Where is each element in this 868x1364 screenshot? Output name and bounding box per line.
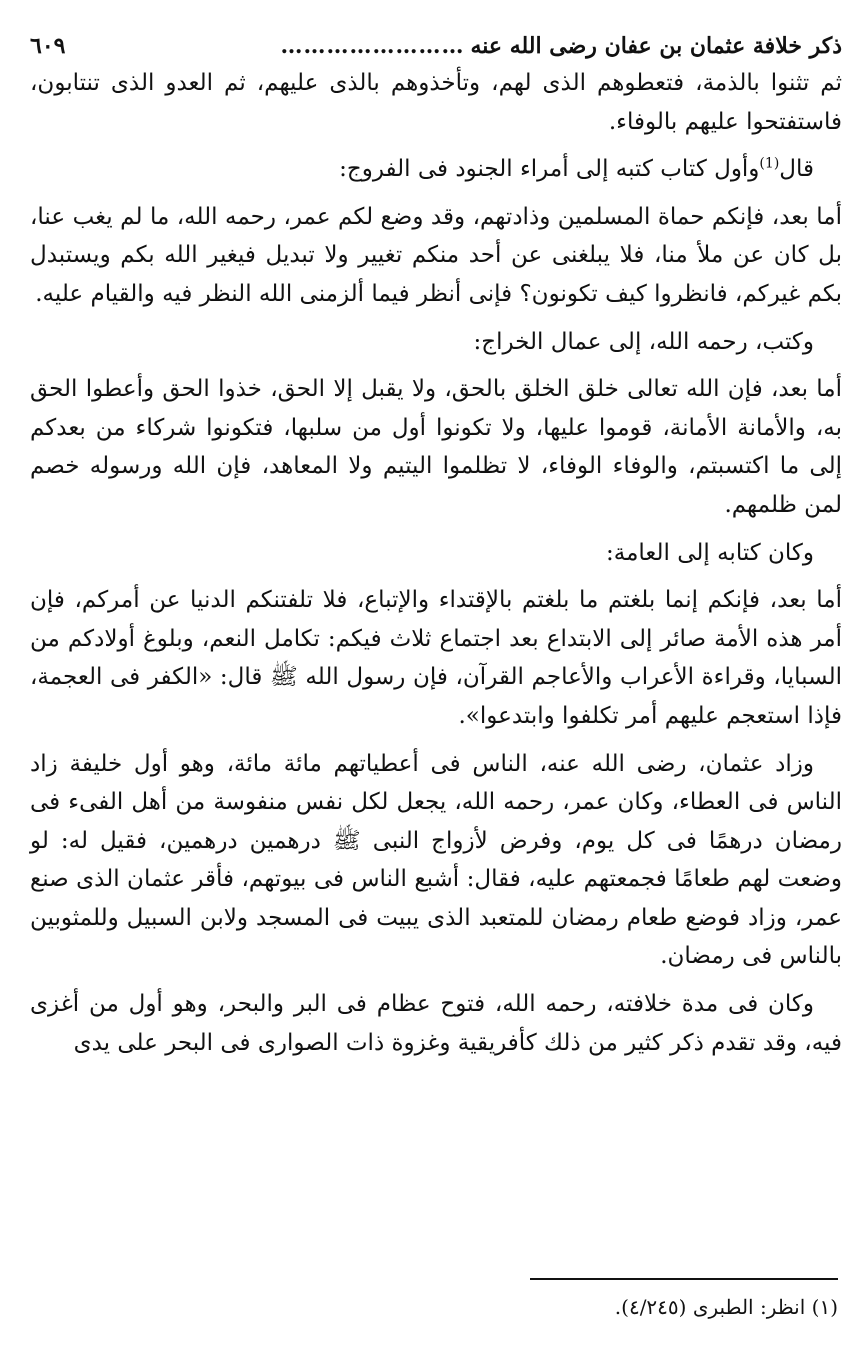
paragraph-1: ثم تثنوا بالذمة، فتعطوهم الذى لهم، وتأخذوهم بالذى عليهم، ثم العدو الذى تنتابون، فاستفتحوا عليهم بالوفاء. [30,70,842,135]
footnote: (١) انظر: الطبرى (٤/٢٤٥). [614,1295,838,1319]
paragraph-3: أما بعد، فإنكم حماة المسلمين وذادتهم، وقد وضع لكم عمر، رحمه الله، ما لم يغب عنا، بل كان عن ملأ منا، فلا يبلغنى عن أحد منكم تغيير ولا تبديل فيغير الله بكم ويستبدل بكم غيركم، فانظروا كيف تكونون؟ فإنى أنظر فيما ألزمنى الله النظر فيه والقيام عليه. [30,203,842,307]
book-page [30,30,842,1071]
paragraph-5: أما بعد، فإن الله تعالى خلق الخلق بالحق، ولا يقبل إلا الحق، خذوا الحق وأعطوا الحق به، والأمانة الأمانة، قوموا عليها، ولا تكونوا أول من سلبها، فتكونوا شركاء من بعدكم إلى ما اكتسبتم، والوفاء الوفاء، لا تظلموا اليتيم ولا المعاهد، فإن الله ورسوله خصم لمن ظلمهم. [30,376,842,518]
paragraph-6: وكان كتابه إلى العامة: [606,539,814,566]
page-number: ٦٠٩ [30,33,66,59]
running-header [30,30,842,64]
paragraph-4: وكتب، رحمه الله، إلى عمال الخراج: [473,328,814,355]
paragraph-2 [30,150,842,189]
paragraph-9: وكان فى مدة خلافته، رحمه الله، فتوح عظام فى البر والبحر، وهو أول من أغزى فيه، وقد تقدم ذكر كثير من ذلك كأفريقية وغزوة ذات الصوارى فى البحر على يدى [30,991,842,1056]
paragraph-2-text: وأول كتاب كتبه إلى أمراء الجنود فى الفروج: [339,156,760,183]
footnote-reference: (1) [759,155,780,172]
body-text [30,64,842,1062]
header-title: ذكر خلافة عثمان بن عفان رضى الله عنه [470,33,842,59]
qala-word: قال [779,156,814,183]
paragraph-8: وزاد عثمان، رضى الله عنه، الناس فى أعطياتهم مائة مائة، وهو أول خليفة زاد الناس فى العطاء، وكان عمر، رحمه الله، يجعل لكل نفس منفوسة من أهل الفىء فى رمضان درهمًا فى كل يوم، وفرض لأزواج النبى ﷺ درهمين درهمين، فقيل له: لو وضعت لهم طعامًا فجمعتهم عليه، فقال: أشبع الناس فى بيوتهم، فأقر عثمان الذى صنع عمر، وزاد فوضع طعام رمضان للمتعبد الذى يبيت فى المسجد ولابن السبيل وللمثوبين بالناس فى رمضان. [30,750,842,970]
paragraph-7: أما بعد، فإنكم إنما بلغتم ما بلغتم بالإقتداء والإتباع، فلا تلفتنكم الدنيا عن أمركم، فإن أمر هذه الأمة صائر إلى الابتداع بعد اجتماع ثلاث فيكم: تكامل النعم، وبلوغ أولادكم من السبايا، وقراءة الأعراب والأعاجم القرآن، فإن رسول الله ﷺ قال: «الكفر فى العجمة، فإذا استعجم عليهم أمر تكلفوا وابتدعوا». [30,587,842,729]
footnote-divider [530,1278,838,1280]
header-dot-leader: …………………… [280,33,465,59]
